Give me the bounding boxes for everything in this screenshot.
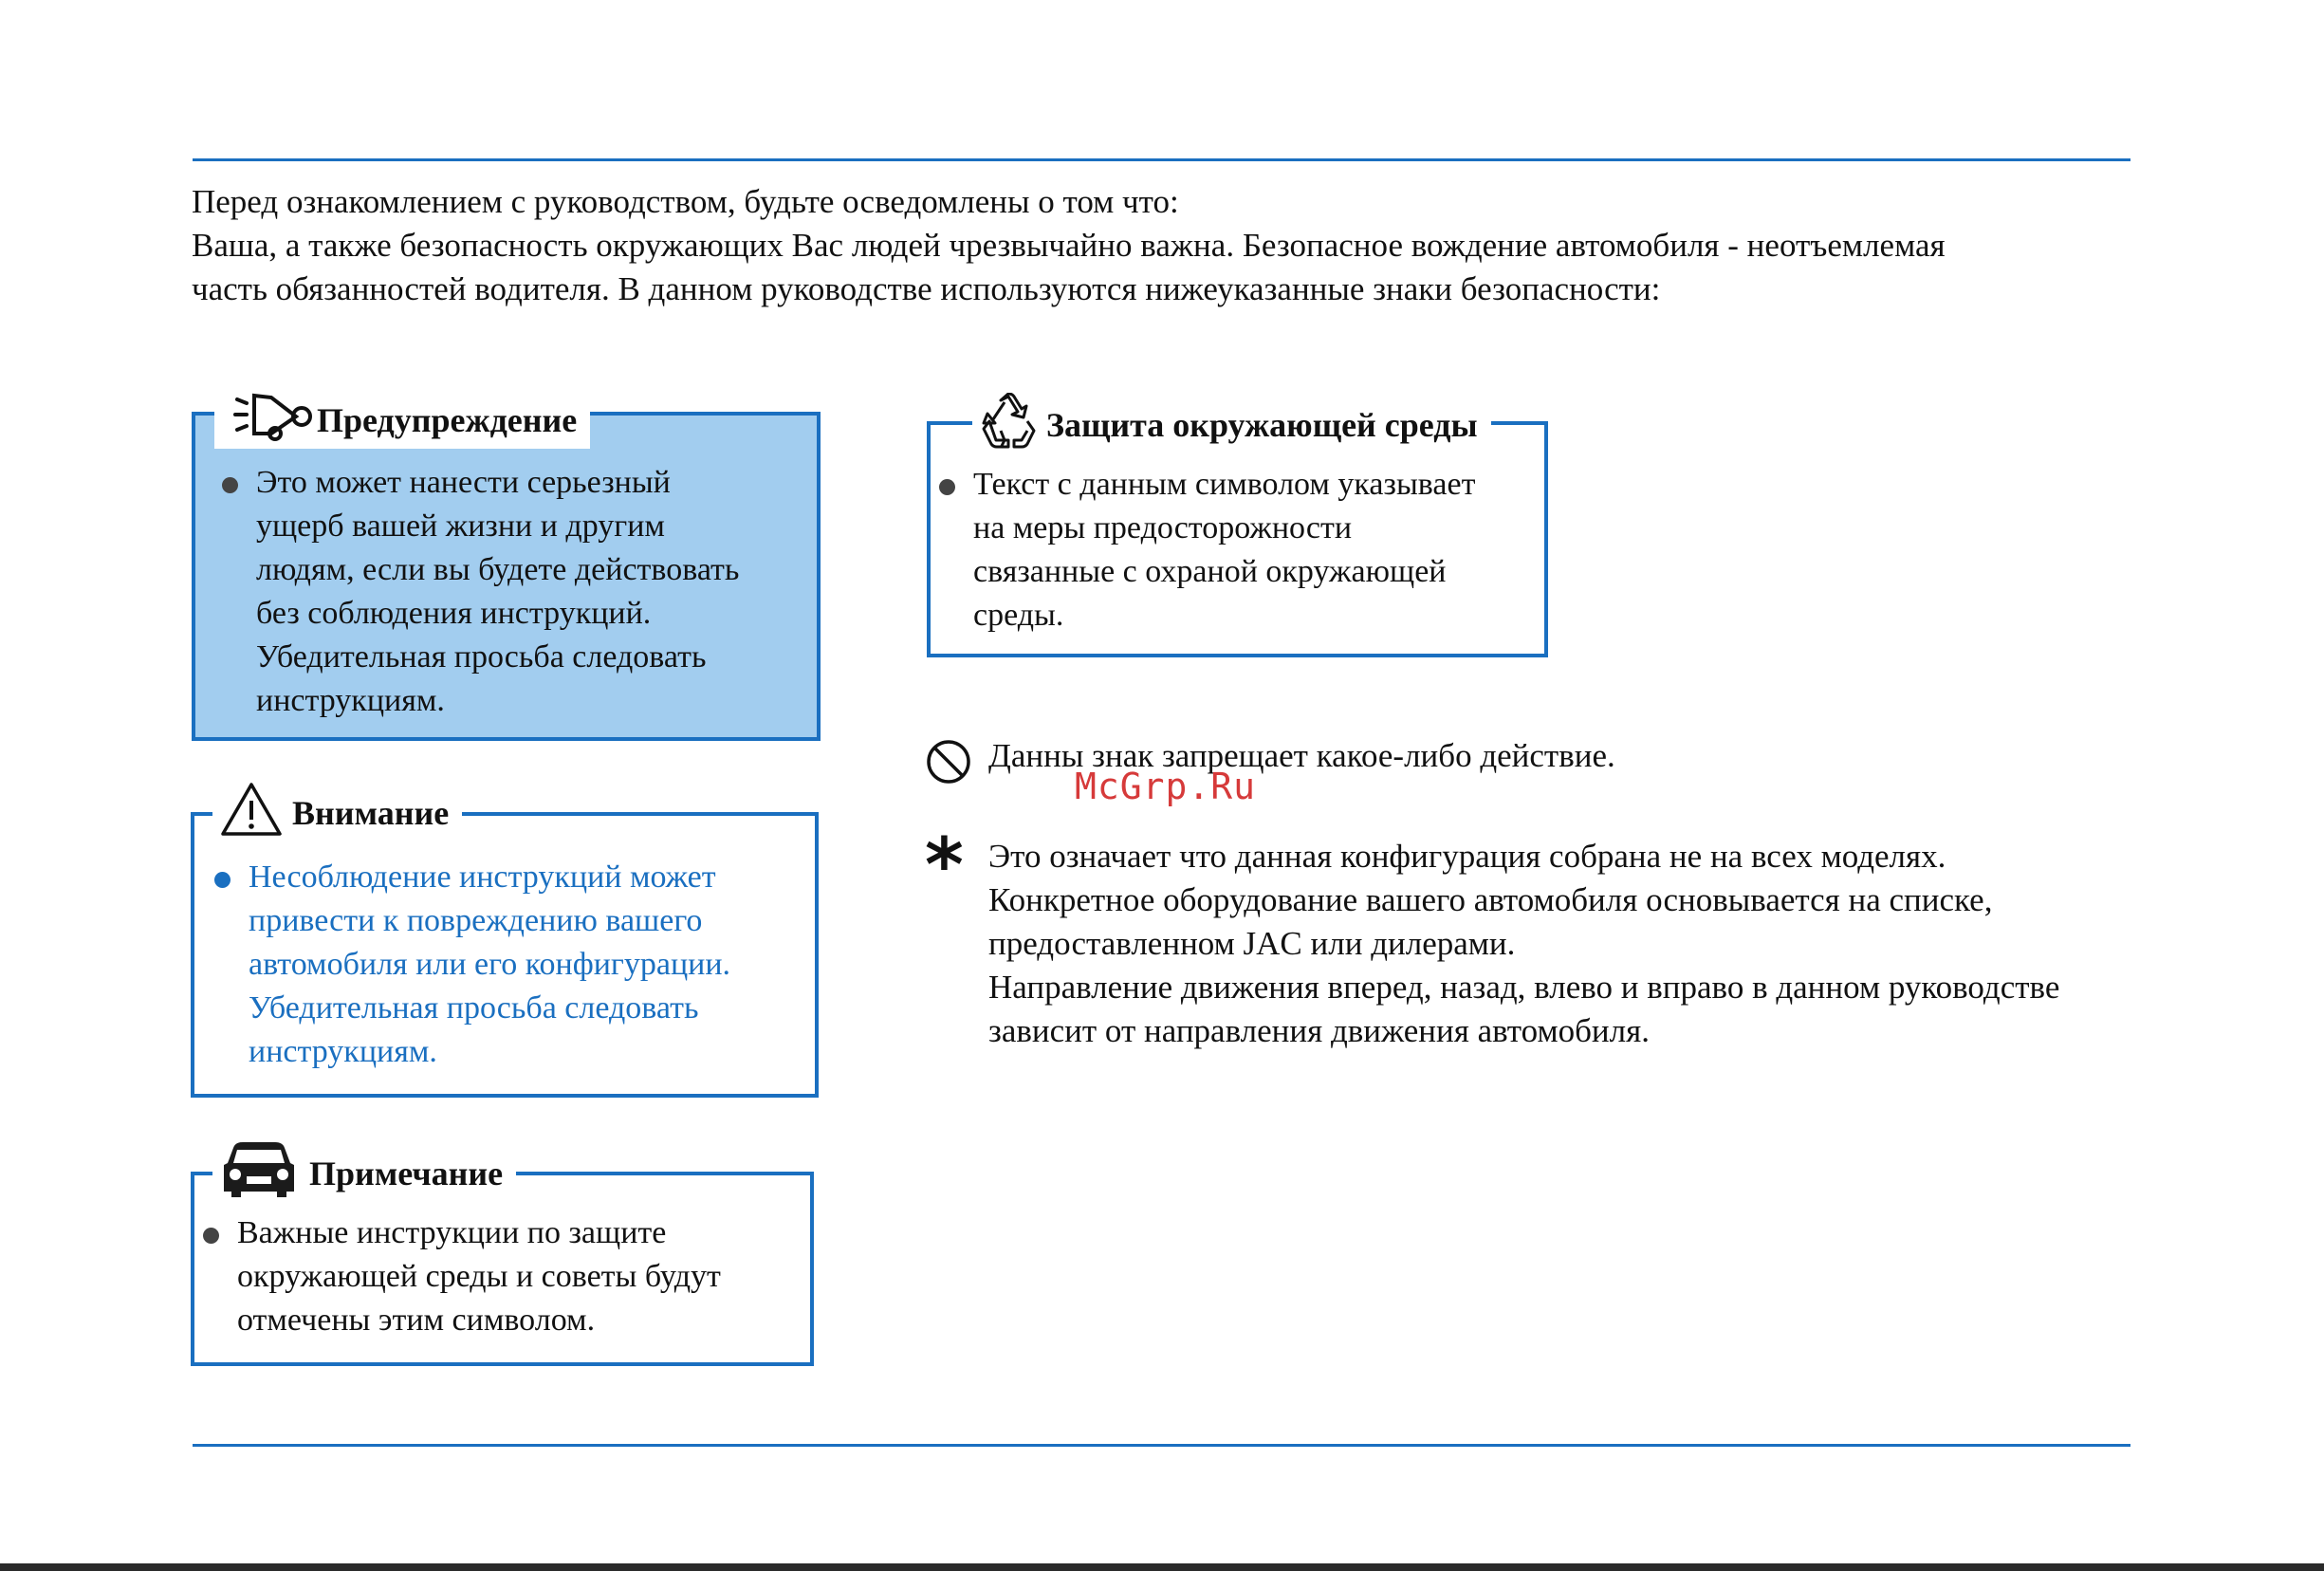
note-line: окружающей среды и советы будут (237, 1259, 721, 1294)
asterisk-line: предоставленном JAC или дилерами. (988, 925, 1516, 962)
caution-title (212, 785, 462, 841)
warning-line: Убедительная просьба следовать (256, 639, 707, 675)
environment-title-text: Защита окружающей среды (1046, 406, 1478, 444)
caution-line: инструкциям. (249, 1034, 437, 1069)
bullet-dot (222, 477, 238, 493)
list-item (203, 1211, 801, 1342)
asterisk-line: Направление движения вперед, назад, влево и вправо в данном руководстве (988, 969, 2060, 1006)
caution-title-text: Внимание (292, 794, 450, 832)
top-rule (193, 158, 2130, 161)
warning-line: без соблюдения инструкций. (256, 596, 652, 631)
warning-title-text: Предупреждение (317, 401, 578, 439)
asterisk-symbol: * (925, 823, 964, 909)
intro-line-3: часть обязанностей водителя. В данном руководстве используются нижеуказанные знаки безопасности: (192, 270, 1661, 307)
environment-line: связанные с охраной окружающей (973, 554, 1447, 589)
asterisk-line: Конкретное оборудование вашего автомобиля основывается на списке, (988, 881, 1993, 918)
recycle-icon (980, 393, 1037, 458)
note-list (203, 1211, 801, 1342)
asterisk-text (988, 835, 2174, 1053)
intro-line-1: Перед ознакомлением с руководством, будьте осведомлены о том что: (192, 183, 1179, 220)
bullet-dot (203, 1228, 219, 1244)
car-front-icon (220, 1140, 298, 1208)
warning-line: ущерб вашей жизни и другим (256, 508, 665, 544)
triangle-exclamation-icon (220, 782, 283, 845)
caution-list (214, 856, 812, 1074)
environment-line: на меры предосторожности (973, 510, 1353, 545)
intro-text (192, 180, 2146, 311)
environment-title (972, 397, 1491, 453)
bottom-rule (193, 1444, 2130, 1447)
list-item (222, 461, 810, 723)
list-item (939, 463, 1527, 638)
caution-line: Несоблюдение инструкций может (249, 859, 716, 895)
environment-line: среды. (973, 598, 1064, 633)
note-title-text: Примечание (309, 1155, 504, 1192)
environment-line: Текст с данным символом указывает (973, 467, 1476, 502)
note-title (212, 1145, 516, 1202)
caution-line: Убедительная просьба следовать (249, 990, 699, 1026)
caution-line: привести к повреждению вашего (249, 903, 703, 938)
intro-line-2: Ваша, а также безопасность окружающих Вас людей чрезвычайно важна. Безопасное вождение автомобиля - неотъемлемая (192, 227, 1946, 264)
warning-line: Это может нанести серьезный (256, 465, 671, 500)
warning-line: людям, если вы будете действовать (256, 552, 740, 587)
list-item (214, 856, 812, 1074)
note-line: отмечены этим символом. (237, 1303, 596, 1338)
asterisk-line: Это означает что данная конфигурация собрана не на всех моделях. (988, 838, 1946, 875)
bottom-band (0, 1563, 2324, 1571)
bullet-dot (214, 872, 231, 888)
warning-title (214, 392, 590, 449)
prohibition-text: Данны знак запрещает какое-либо действие. (988, 737, 1615, 774)
note-line: Важные инструкции по защите (237, 1215, 667, 1250)
prohibited-icon (925, 738, 972, 797)
bullet-dot (939, 479, 955, 495)
horn-warning-icon (233, 390, 317, 452)
caution-line: автомобиля или его конфигурации. (249, 947, 731, 982)
environment-list (939, 463, 1527, 638)
asterisk-line: зависит от направления движения автомобиля. (988, 1012, 1650, 1049)
warning-list (222, 461, 810, 723)
watermark: McGrp.Ru (1075, 766, 1257, 807)
warning-line: инструкциям. (256, 683, 445, 718)
